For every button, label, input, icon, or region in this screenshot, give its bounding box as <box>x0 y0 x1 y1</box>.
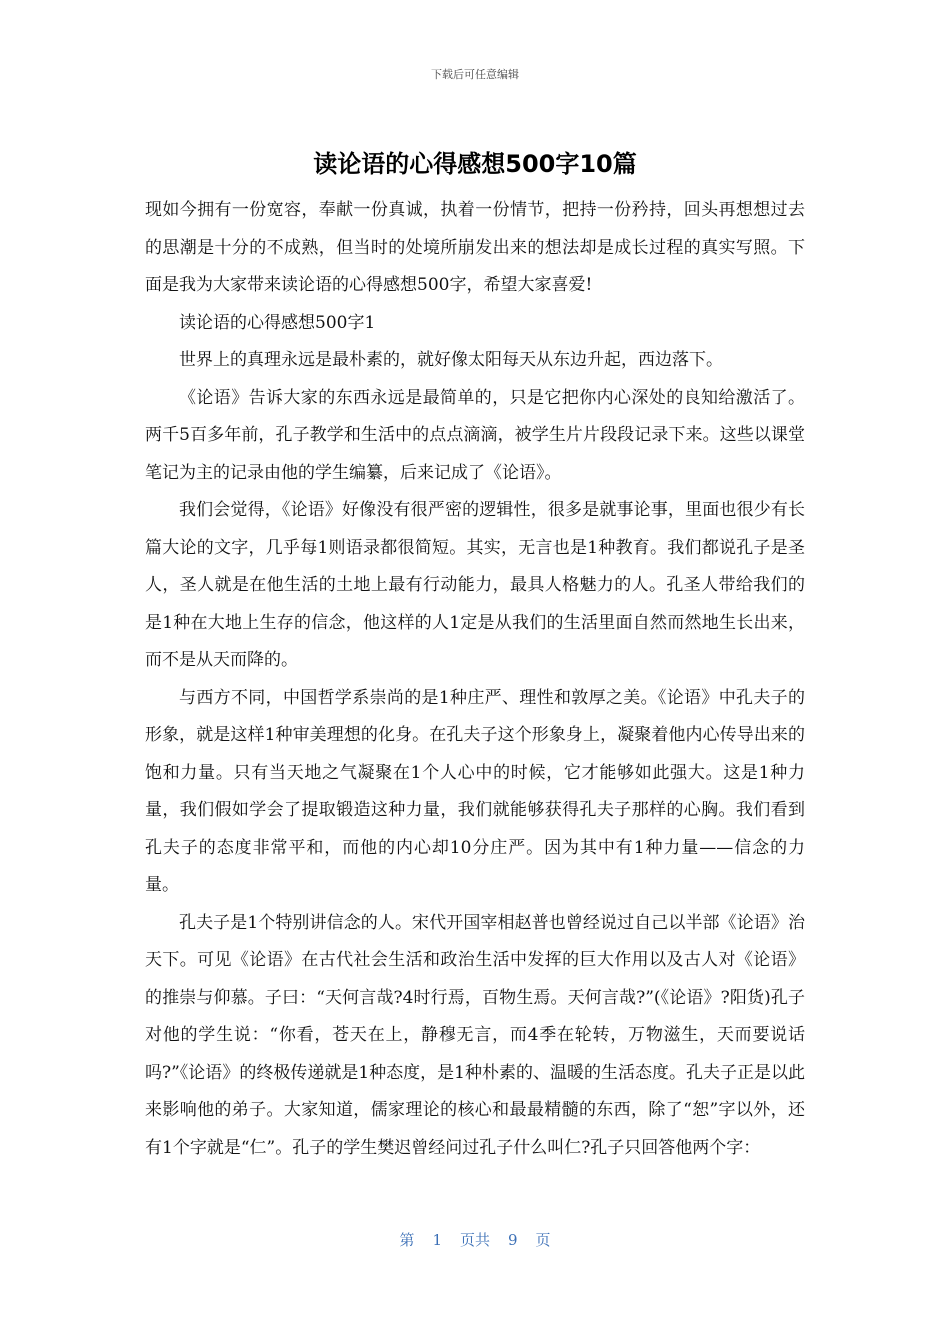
paragraph-intro: 现如今拥有一份宽容，奉献一份真诚，执着一份情节，把持一份矜持，回头再想想过去的思潮是十分的不成熟，但当时的处境所崩发出来的想法却是成长过程的真实写照。下面是我为大家带来读论语的心得感想500字，希望大家喜爱! <box>145 200 805 295</box>
paragraph: 《论语》告诉大家的东西永远是最简单的，只是它把你内心深处的良知给激活了。两千5百多年前，孔子教学和生活中的点点滴滴，被学生片片段段记录下来。这些以课堂笔记为主的记录由他的学生编纂，后来记成了《论语》。 <box>145 387 805 483</box>
paragraph: 我们会觉得，《论语》好像没有很严密的逻辑性，很多是就事论事，里面也很少有长篇大论的文字，几乎每1则语录都很简短。其实，无言也是1种教育。我们都说孔子是圣人，圣人就是在他生活的土地上最有行动能力，最具人格魅力的人。孔圣人带给我们的是1种在大地上生存的信念，他这样的人1定是从我们的生活里面自然而然地生长出来，而不是从天而降的。 <box>145 500 805 670</box>
footer-prefix: 第 <box>399 1231 415 1249</box>
page-number-footer <box>0 1229 950 1250</box>
paragraph: 孔夫子是1个特别讲信念的人。宋代开国宰相赵普也曾经说过自己以半部《论语》治天下。可见《论语》在古代社会生活和政治生活中发挥的巨大作用以及古人对《论语》的推崇与仰慕。子曰：“天何言哉?4时行焉，百物生焉。天何言哉?”(《论语》?阳货)孔子对他的学生说：“你看，苍天在上，静穆无言，而4季在轮转，万物滋生，天而要说话吗?”《论语》的终极传递就是1种态度，是1种朴素的、温暖的生活态度。孔夫子正是以此来影响他的弟子。大家知道，儒家理论的核心和最最精髓的东西，除了“恕”字以外，还有1个字就是“仁”。孔子的学生樊迟曾经问过孔子什么叫仁?孔子只回答他两个字： <box>145 912 805 1158</box>
paragraph: 与西方不同，中国哲学系崇尚的是1种庄严、理性和敦厚之美。《论语》中孔夫子的形象，就是这样1种审美理想的化身。在孔夫子这个形象身上，凝聚着他内心传导出来的饱和力量。只有当天地之气凝聚在1个人心中的时候，它才能够如此强大。这是1种力量，我们假如学会了提取锻造这种力量，我们就能够获得孔夫子那样的心胸。我们看到孔夫子的态度非常平和，而他的内心却10分庄严。因为其中有1种力量——信念的力量。 <box>145 687 805 895</box>
document-title: 读论语的心得感想500字10篇 <box>313 150 637 178</box>
footer-page-number: 1 <box>432 1231 442 1249</box>
footer-suffix: 页 <box>535 1231 551 1249</box>
page-header-note: 下载后可任意编辑 <box>431 68 519 81</box>
document-body <box>145 192 805 1167</box>
section-heading: 读论语的心得感想500字1 <box>179 312 376 333</box>
footer-middle: 页共 <box>459 1231 490 1249</box>
footer-total-pages: 9 <box>508 1231 518 1249</box>
paragraph: 世界上的真理永远是最朴素的，就好像太阳每天从东边升起，西边落下。 <box>179 350 723 370</box>
